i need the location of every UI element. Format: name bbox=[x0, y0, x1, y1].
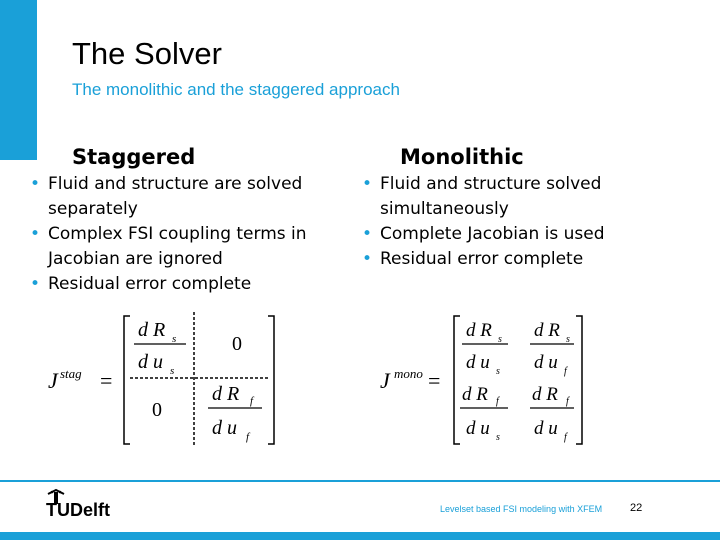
staggered-e21-zero: 0 bbox=[152, 399, 162, 421]
monolithic-jacobian bbox=[380, 316, 582, 444]
monolithic-equals: = bbox=[428, 368, 441, 393]
tudelft-logo bbox=[44, 488, 124, 522]
monolithic-e11-numerator-sub: s bbox=[498, 334, 502, 345]
staggered-e11-denominator: d u bbox=[138, 351, 163, 373]
monolithic-bullet: • Residual error complete bbox=[360, 247, 660, 272]
monolithic-lhs-superscript: mono bbox=[394, 366, 423, 381]
page-title: The Solver bbox=[72, 36, 222, 71]
monolithic-e22-denominator-sub: f bbox=[564, 432, 567, 443]
monolithic-e22-numerator: d R bbox=[532, 384, 558, 405]
staggered-e22-denominator: d u bbox=[212, 417, 237, 439]
monolithic-e22-numerator-sub: f bbox=[566, 396, 569, 407]
monolithic-e12-denominator-sub: f bbox=[564, 366, 567, 377]
monolithic-bullet: • Fluid and structure solved simultaneously bbox=[360, 172, 660, 222]
staggered-equals: = bbox=[100, 368, 113, 393]
staggered-e11-denominator-sub: s bbox=[170, 365, 175, 377]
monolithic-heading: Monolithic bbox=[400, 145, 524, 169]
monolithic-e21-denominator-sub: s bbox=[496, 432, 500, 443]
monolithic-e12-numerator: d R bbox=[534, 320, 560, 341]
staggered-jacobian bbox=[48, 312, 274, 446]
staggered-e11-numerator: d R bbox=[138, 319, 166, 341]
monolithic-e21-numerator-sub: f bbox=[496, 396, 499, 407]
monolithic-e12-denominator: d u bbox=[534, 352, 558, 373]
monolithic-e11-denominator-sub: s bbox=[496, 366, 500, 377]
staggered-right-bracket bbox=[268, 316, 274, 444]
page-subtitle: The monolithic and the staggered approach bbox=[72, 80, 400, 99]
monolithic-e11-numerator: d R bbox=[466, 320, 492, 341]
footer-caption: Levelset based FSI modeling with XFEM bbox=[440, 504, 603, 514]
monolithic-lhs-symbol: J bbox=[380, 368, 390, 393]
monolithic-e21-denominator: d u bbox=[466, 418, 490, 439]
staggered-e11-numerator-sub: s bbox=[172, 333, 177, 345]
staggered-lhs-superscript: stag bbox=[60, 366, 82, 381]
staggered-e22-numerator: d R bbox=[212, 383, 240, 405]
monolithic-e21-numerator: d R bbox=[462, 384, 488, 405]
staggered-left-bracket bbox=[124, 316, 130, 444]
monolithic-e22-denominator: d u bbox=[534, 418, 558, 439]
page-number: 22 bbox=[630, 502, 643, 514]
staggered-bullet: • Residual error complete bbox=[28, 272, 338, 297]
footer-bottom-bar bbox=[0, 532, 720, 540]
staggered-e12-zero: 0 bbox=[232, 333, 242, 355]
staggered-lhs-symbol: J bbox=[48, 368, 58, 393]
tudelft-logo-text: TUDelft bbox=[46, 500, 110, 520]
staggered-heading: Staggered bbox=[72, 145, 196, 169]
monolithic-bullet: • Complete Jacobian is used bbox=[360, 222, 660, 247]
monolithic-e12-numerator-sub: s bbox=[566, 334, 570, 345]
monolithic-left-bracket bbox=[454, 316, 460, 444]
staggered-bullet: • Fluid and structure are solved separately bbox=[28, 172, 338, 222]
staggered-e22-numerator-sub: f bbox=[250, 395, 254, 407]
monolithic-e11-denominator: d u bbox=[466, 352, 490, 373]
staggered-bullet: • Complex FSI coupling terms in Jacobian are ignored bbox=[28, 222, 338, 272]
footer-rule bbox=[0, 480, 720, 482]
monolithic-right-bracket bbox=[576, 316, 582, 444]
staggered-e22-denominator-sub: f bbox=[246, 431, 250, 443]
